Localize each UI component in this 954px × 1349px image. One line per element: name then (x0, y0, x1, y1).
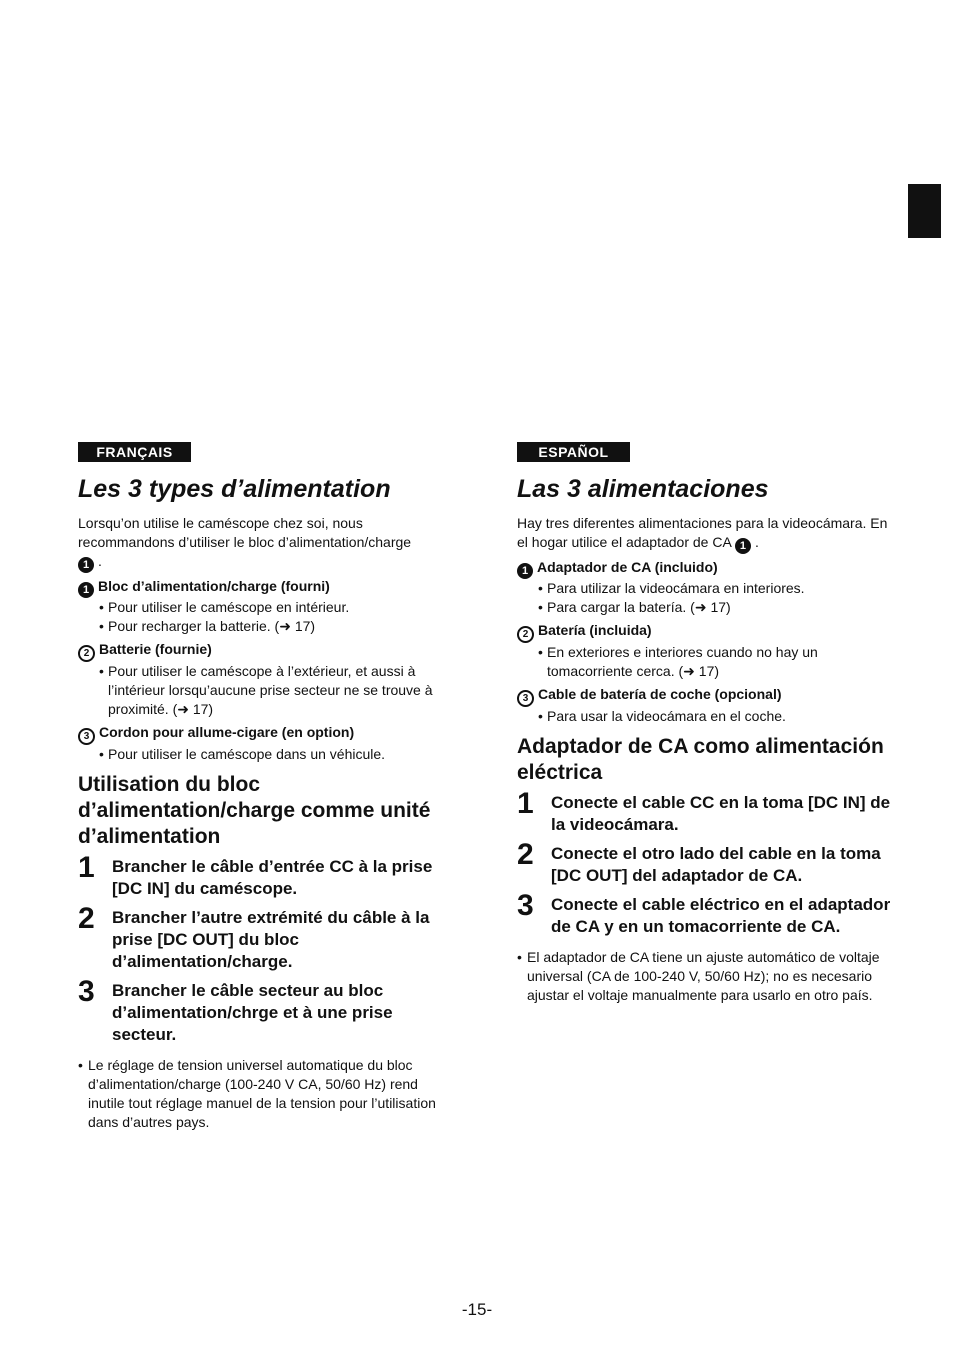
step-text: Conecte el cable eléctrico en el adaptador de CA y en un tomacorriente de CA. (551, 895, 891, 936)
circled-number-1-icon: 1 (735, 538, 751, 554)
french-step (78, 975, 448, 1046)
step-text: Brancher l’autre extrémité du câble à la prise [DC OUT] du bloc d’alimentation/charge. (112, 908, 430, 971)
spanish-item (517, 685, 897, 726)
spanish-note: • El adaptador de CA tiene un ajuste automático de voltaje universal (CA de 100-240 V, 50/60 Hz); no es necesario ajustar el voltaje manualmente para usarlo en otro país. (517, 948, 897, 1005)
circled-number-3-icon: 3 (517, 690, 534, 707)
step-text: Brancher le câble d’entrée CC à la prise [DC IN] du caméscope. (112, 857, 433, 898)
spanish-step (517, 889, 897, 938)
bullet-text: • Para cargar la batería. (➜ 17) (538, 598, 897, 617)
spanish-column (517, 442, 897, 1005)
circled-number-2-icon: 2 (517, 626, 534, 643)
french-column (78, 442, 448, 1132)
french-subheading: Utilisation du bloc d’alimentation/charge comme unité d’alimentation (78, 773, 431, 848)
circled-number-1-icon: 1 (517, 563, 533, 579)
circled-number-1-icon: 1 (78, 582, 94, 598)
step-text: Conecte el otro lado del cable en la toma [DC OUT] del adaptador de CA. (551, 844, 881, 885)
french-title: Les 3 types d’alimentation (78, 475, 391, 503)
item-heading: Cable de batería de coche (opcional) (538, 686, 782, 702)
step-number: 2 (78, 902, 95, 935)
spanish-intro: Hay tres diferentes alimentaciones para la videocámara. En el hogar utilice el adaptador de CA 1 . (517, 515, 888, 552)
bullet-text: • Pour recharger la batterie. (➜ 17) (99, 617, 448, 636)
bullet-text: • Pour utiliser le caméscope à l’extérieur, et aussi à l’intérieur lorsqu’aucune prise secteur ne se trouve à proximité. (➜ 17) (99, 662, 448, 719)
language-tag-spanish: ESPAÑOL (517, 442, 630, 462)
french-item (78, 723, 448, 764)
step-number: 1 (78, 851, 95, 884)
french-item (78, 577, 448, 636)
spanish-item (517, 558, 897, 617)
french-step (78, 902, 448, 973)
language-tag-french: FRANÇAIS (78, 442, 191, 462)
item-heading: Cordon pour allume-cigare (en option) (99, 724, 355, 740)
french-intro: Lorsqu’on utilise le caméscope chez soi, nous recommandons d’utiliser le bloc d’alimentation/charge 1 . (78, 515, 412, 571)
step-number: 3 (517, 889, 534, 922)
french-step (78, 851, 448, 900)
bullet-text: • Pour utiliser le caméscope en intérieur. (99, 598, 448, 617)
step-number: 1 (517, 787, 534, 820)
bullet-text: • Pour utiliser le caméscope dans un véhicule. (99, 745, 448, 764)
french-note: • Le réglage de tension universel automatique du bloc d’alimentation/charge (100-240 V CA, 50/60 Hz) rend inutile tout réglage manuel de la tension pour l’utilisation dans d’autres pays. (78, 1056, 448, 1132)
bullet-text: • Para utilizar la videocámara en interiores. (538, 579, 897, 598)
circled-number-3-icon: 3 (78, 728, 95, 745)
item-heading: Bloc d’alimentation/charge (fourni) (98, 578, 330, 594)
item-heading: Batería (incluida) (538, 622, 652, 638)
step-number: 3 (78, 975, 95, 1008)
spanish-step (517, 787, 897, 836)
step-number: 2 (517, 838, 534, 871)
step-text: Brancher le câble secteur au bloc d’alimentation/chrge et à une prise secteur. (112, 981, 393, 1044)
bullet-text: • Para usar la videocámara en el coche. (538, 707, 897, 726)
spanish-title: Las 3 alimentaciones (517, 475, 769, 503)
page-edge-tab (908, 184, 941, 238)
circled-number-2-icon: 2 (78, 645, 95, 662)
french-item (78, 640, 448, 719)
spanish-subheading: Adaptador de CA como alimentación eléctrica (517, 735, 884, 784)
spanish-item (517, 621, 897, 681)
bullet-text: • En exteriores e interiores cuando no hay un tomacorriente cerca. (➜ 17) (538, 643, 897, 681)
page-number: -15- (461, 1300, 493, 1319)
circled-number-1-icon: 1 (78, 557, 94, 573)
spanish-step (517, 838, 897, 887)
step-text: Conecte el cable CC en la toma [DC IN] de la videocámara. (551, 793, 891, 834)
item-heading: Batterie (fournie) (99, 641, 212, 657)
item-heading: Adaptador de CA (incluido) (537, 559, 718, 575)
